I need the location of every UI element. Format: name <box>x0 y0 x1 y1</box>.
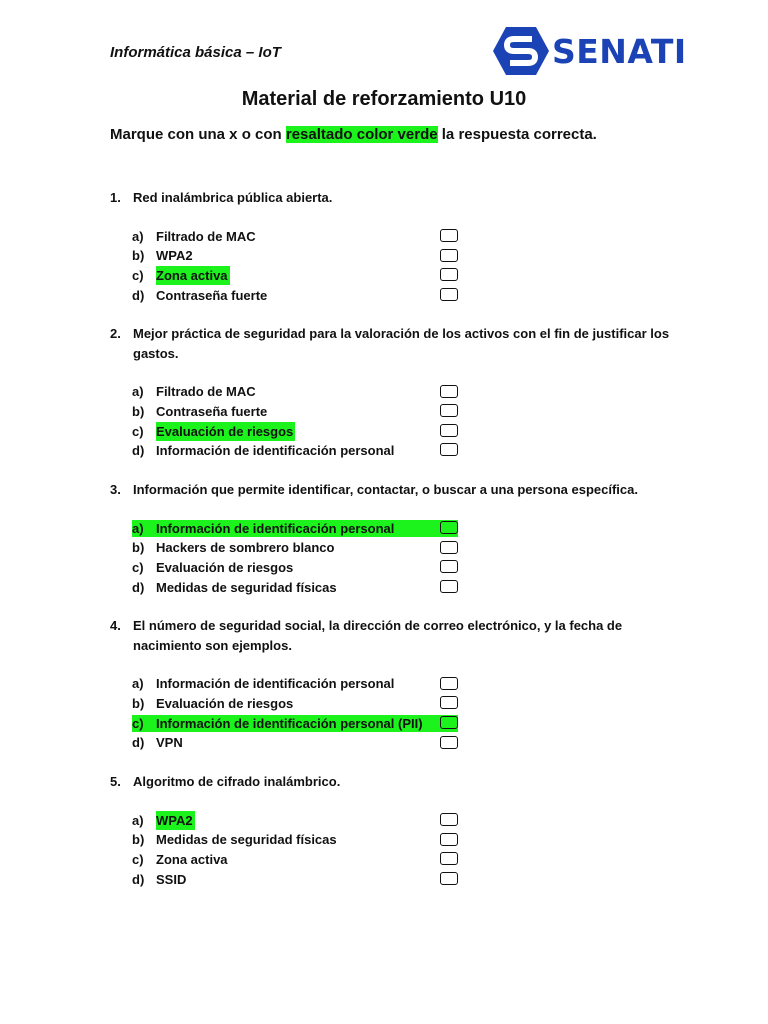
q1-checkbox-c[interactable] <box>440 268 458 281</box>
q1-checkbox-b[interactable] <box>440 249 458 262</box>
question-text: Mejor práctica de seguridad para la valoración de los activos con el fin de justificar los gastos. <box>133 326 670 361</box>
option-letter: c) <box>132 716 144 731</box>
q2-checkbox-c[interactable] <box>440 424 458 437</box>
q5-checkbox-b[interactable] <box>440 833 458 846</box>
option-letter: b) <box>132 696 145 711</box>
q1-checkbox-d[interactable] <box>440 288 458 301</box>
option-letter: c) <box>132 852 144 867</box>
q2-checkbox-d[interactable] <box>440 443 458 456</box>
q3-checkbox-b[interactable] <box>440 541 458 554</box>
option-letter: d) <box>132 580 145 595</box>
option-letter: d) <box>132 443 145 458</box>
option-text: WPA2 <box>156 248 193 263</box>
q5-checkbox-c[interactable] <box>440 852 458 865</box>
option-letter: d) <box>132 288 145 303</box>
question-number: 5. <box>110 774 121 789</box>
option-text-highlighted: Evaluación de riesgos <box>156 424 294 439</box>
option-text: Filtrado de MAC <box>156 384 256 399</box>
q4-checkbox-a[interactable] <box>440 677 458 690</box>
q3-checkbox-d[interactable] <box>440 580 458 593</box>
option-letter: a) <box>132 384 144 399</box>
question-number: 4. <box>110 618 121 633</box>
q5-checkbox-a[interactable] <box>440 813 458 826</box>
option-letter: b) <box>132 248 145 263</box>
senati-logo <box>492 26 687 76</box>
option-text-highlighted: Información de identificación personal <box>156 521 395 536</box>
q4-checkbox-c[interactable] <box>440 716 458 729</box>
q1-checkbox-a[interactable] <box>440 229 458 242</box>
option-letter: b) <box>132 832 145 847</box>
question-number: 2. <box>110 326 121 341</box>
instruction-post: la respuesta correcta. <box>437 126 597 143</box>
option-text: SSID <box>156 872 187 887</box>
question-5 <box>110 772 670 792</box>
question-number: 1. <box>110 190 121 205</box>
question-4 <box>110 616 670 655</box>
question-text: Algoritmo de cifrado inalámbrico. <box>133 774 341 789</box>
option-text: Contraseña fuerte <box>156 404 268 419</box>
q4-checkbox-d[interactable] <box>440 736 458 749</box>
option-letter: c) <box>132 424 144 439</box>
instruction-pre: Marque con una x o con <box>110 126 286 143</box>
option-letter: c) <box>132 268 144 283</box>
question-text: Red inalámbrica pública abierta. <box>133 190 333 205</box>
q4-checkbox-b[interactable] <box>440 696 458 709</box>
option-letter: b) <box>132 404 145 419</box>
option-text-highlighted: WPA2 <box>156 813 193 828</box>
question-text: El número de seguridad social, la dirección de correo electrónico, y la fecha de nacimiento son ejemplos. <box>133 618 623 653</box>
option-text: Zona activa <box>156 852 228 867</box>
option-letter: a) <box>132 813 144 828</box>
senati-logo-icon <box>492 26 550 76</box>
question-text: Información que permite identificar, contactar, o buscar a una persona específica. <box>133 482 638 497</box>
option-text: Evaluación de riesgos <box>156 560 294 575</box>
option-text: Hackers de sombrero blanco <box>156 540 335 555</box>
q5-checkbox-d[interactable] <box>440 872 458 885</box>
option-text: Filtrado de MAC <box>156 229 256 244</box>
instruction-highlight: resaltado color verde <box>285 126 438 143</box>
q3-checkbox-c[interactable] <box>440 560 458 573</box>
page-title: Material de reforzamiento U10 <box>241 88 527 110</box>
option-letter: d) <box>132 872 145 887</box>
q2-checkbox-b[interactable] <box>440 404 458 417</box>
option-text: Información de identificación personal <box>156 676 395 691</box>
option-text: Medidas de seguridad físicas <box>156 832 337 847</box>
question-2 <box>110 324 670 363</box>
option-text: Evaluación de riesgos <box>156 696 294 711</box>
course-title: Informática básica – IoT <box>110 44 281 61</box>
option-text-highlighted: Zona activa <box>156 268 228 283</box>
option-text: Medidas de seguridad físicas <box>156 580 337 595</box>
option-text-highlighted: Información de identificación personal (PII) <box>156 716 423 731</box>
question-1 <box>110 188 670 208</box>
option-letter: b) <box>132 540 145 555</box>
instruction <box>110 126 597 143</box>
option-letter: a) <box>132 676 144 691</box>
option-letter: a) <box>132 521 144 536</box>
option-text: VPN <box>156 735 183 750</box>
option-text: Información de identificación personal <box>156 443 395 458</box>
option-letter: a) <box>132 229 144 244</box>
question-number: 3. <box>110 482 121 497</box>
option-letter: c) <box>132 560 144 575</box>
logo-wordmark: SENATI <box>552 31 687 71</box>
question-3 <box>110 480 670 500</box>
option-letter: d) <box>132 735 145 750</box>
option-text: Contraseña fuerte <box>156 288 268 303</box>
q3-checkbox-a[interactable] <box>440 521 458 534</box>
q2-checkbox-a[interactable] <box>440 385 458 398</box>
